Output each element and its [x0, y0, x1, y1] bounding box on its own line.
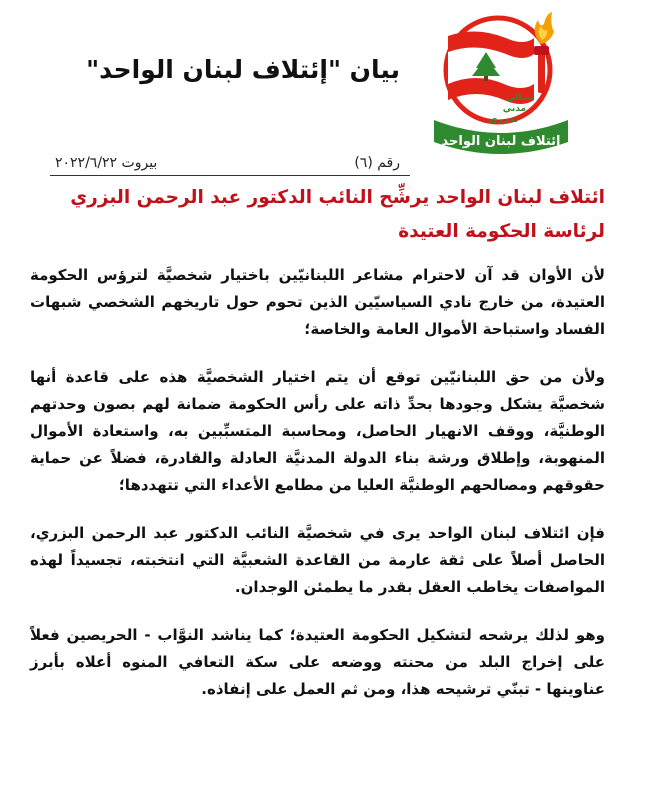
coalition-logo	[426, 8, 576, 158]
logo-slogan-3: تحرري	[489, 115, 518, 125]
statement-headline	[50, 181, 605, 249]
header-divider	[50, 175, 410, 176]
logo-banner-text: إئتلاف لبنان الواحد	[441, 134, 561, 149]
headline-line-2: لرئاسة الحكومة العتيدة	[398, 221, 605, 242]
statement-title: بيان "إئتلاف لبنان الواحد"	[86, 55, 400, 84]
body-paragraph: فإن ائتلاف لبنان الواحد يرى في شخصيَّة النائب الدكتور عبد الرحمن البزري، الحاصل أصلاً على ثقة عارمة من القاعدة الشعبيَّة التي انتخبته، تجسيداً لهذه المواصفات يخاطب العقل بقدر ما يطمئن الوجدان.	[30, 524, 605, 596]
statement-body	[30, 262, 605, 724]
logo-slogan-2: مدني	[502, 104, 526, 114]
logo-graphic	[426, 8, 576, 158]
statement-meta	[55, 152, 400, 174]
body-paragraph: لأن الأوان قد آن لاحترام مشاعر اللبنانيّين باختيار شخصيَّة لترؤس الحكومة العتيدة، من خارج نادي السياسيّين الذين تحوم حول تاريخهم الشخصي شبهات الفساد واستباحة الأموال العامة والخاصة؛	[30, 266, 605, 338]
body-paragraph: وهو لذلك يرشحه لتشكيل الحكومة العتيدة؛ كما يناشد النوَّاب - الحريصين فعلاً على إخراج البلد من محنته ووضعه على سكة التعافي المنوه أعلاه بأبرز عناوينها - تبنّي ترشيحه هذا، ومن ثم العمل على إنفاذه.	[30, 626, 605, 698]
headline-line-1: ائتلاف لبنان الواحد يرشِّح النائب الدكتور عبد الرحمن البزري	[70, 187, 605, 208]
logo-slogan-1: نضالي	[505, 93, 534, 103]
body-paragraph: ولأن من حق اللبنانيّين توقع أن يتم اختيار الشخصيَّة هذه على قاعدة أنها شخصيَّة يشكل وجودها بحدِّ ذاته على رأس الحكومة ضمانة لهم بصون وحدتهم الوطنيَّة، ووقف الانهيار الحاصل، ومحاسبة المتسبِّبين به، واستعادة الأموال المنهوبة، وإطلاق ورشة بناء الدولة المدنيَّة العادلة والقادرة، فضلاً عن حماية حقوقهم ومصالحهم الوطنيَّة العليا من مطامع الأعداء التي تتهددها؛	[30, 368, 605, 494]
statement-number: رقم (٦)	[354, 155, 400, 171]
statement-place-date: بيروت ٢٠٢٢/٦/٢٢	[55, 155, 158, 171]
